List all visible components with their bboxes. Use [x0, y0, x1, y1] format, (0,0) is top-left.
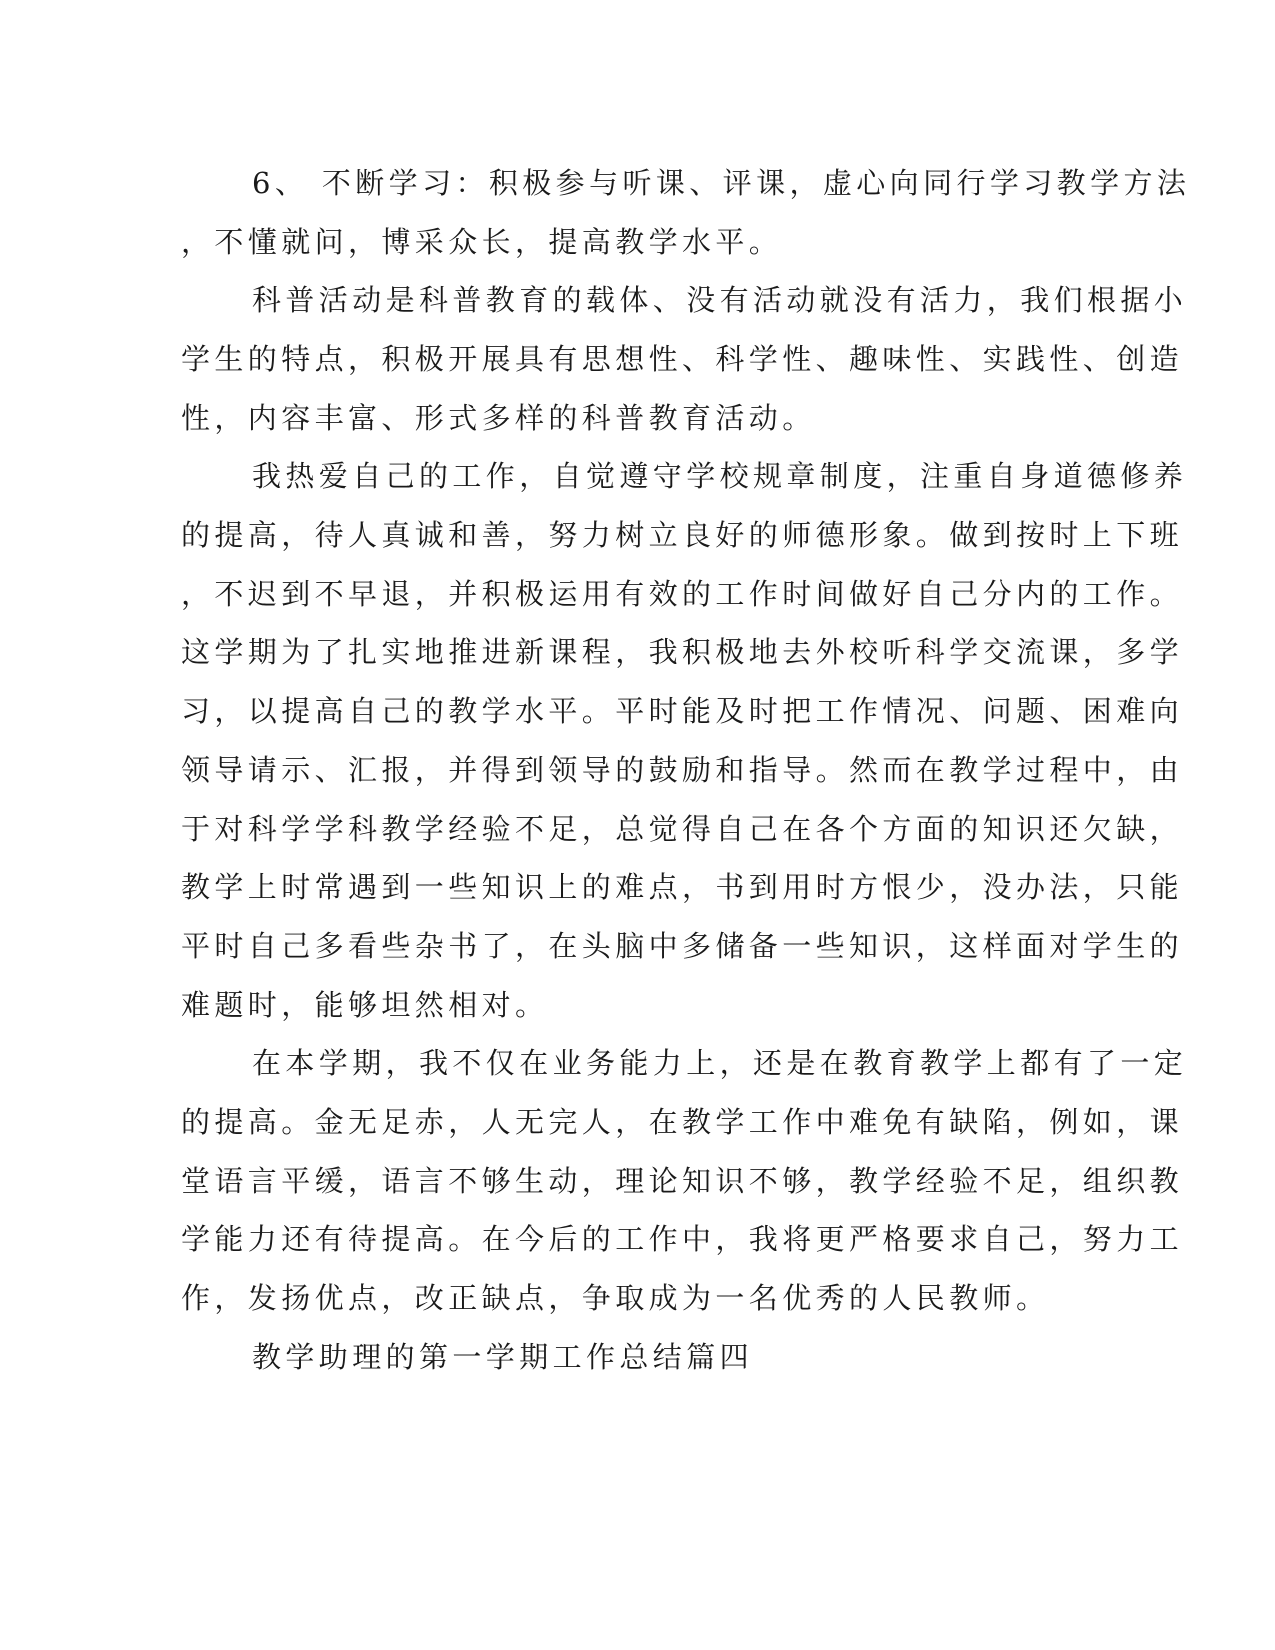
text-line: 教学助理的第一学期工作总结篇四 [252, 1340, 754, 1374]
text-line: 平时自己多看些杂书了，在头脑中多储备一些知识，这样面对学生的 [181, 929, 1184, 963]
text-line: 于对科学学科教学经验不足，总觉得自己在各个方面的知识还欠缺， [181, 812, 1184, 846]
text-line: 教学上时常遇到一些知识上的难点，书到用时方恨少，没办法，只能 [181, 870, 1184, 904]
text-line: 6、 不断学习：积极参与听课、评课，虚心向同行学习教学方法 [252, 166, 1191, 200]
text-line: 的提高。金无足赤，人无完人，在教学工作中难免有缺陷，例如，课 [181, 1105, 1184, 1139]
text-line: 在本学期，我不仅在业务能力上，还是在教育教学上都有了一定 [252, 1046, 1188, 1080]
text-line: 学生的特点，积极开展具有思想性、科学性、趣味性、实践性、创造 [181, 342, 1184, 376]
text-line: 难题时，能够坦然相对。 [181, 988, 549, 1022]
text-line: 领导请示、汇报，并得到领导的鼓励和指导。然而在教学过程中，由 [181, 753, 1184, 787]
text-line: 这学期为了扎实地推进新课程，我积极地去外校听科学交流课，多学 [181, 635, 1184, 669]
text-line: ，不懂就问，博采众长，提高教学水平。 [181, 225, 783, 259]
text-line: 学能力还有待提高。在今后的工作中，我将更严格要求自己，努力工 [181, 1222, 1184, 1256]
text-line: 的提高，待人真诚和善，努力树立良好的师德形象。做到按时上下班 [181, 518, 1184, 552]
text-line: 科普活动是科普教育的载体、没有活动就没有活力，我们根据小 [252, 283, 1188, 317]
text-line: 我热爱自己的工作，自觉遵守学校规章制度，注重自身道德修养 [252, 459, 1188, 493]
text-line: 堂语言平缓，语言不够生动，理论知识不够，教学经验不足，组织教 [181, 1164, 1184, 1198]
text-line: ，不迟到不早退，并积极运用有效的工作时间做好自己分内的工作。 [181, 577, 1184, 611]
text-line: 习，以提高自己的教学水平。平时能及时把工作情况、问题、困难向 [181, 694, 1184, 728]
text-line: 性，内容丰富、形式多样的科普教育活动。 [181, 401, 816, 435]
text-line: 作，发扬优点，改正缺点，争取成为一名优秀的人民教师。 [181, 1281, 1050, 1315]
